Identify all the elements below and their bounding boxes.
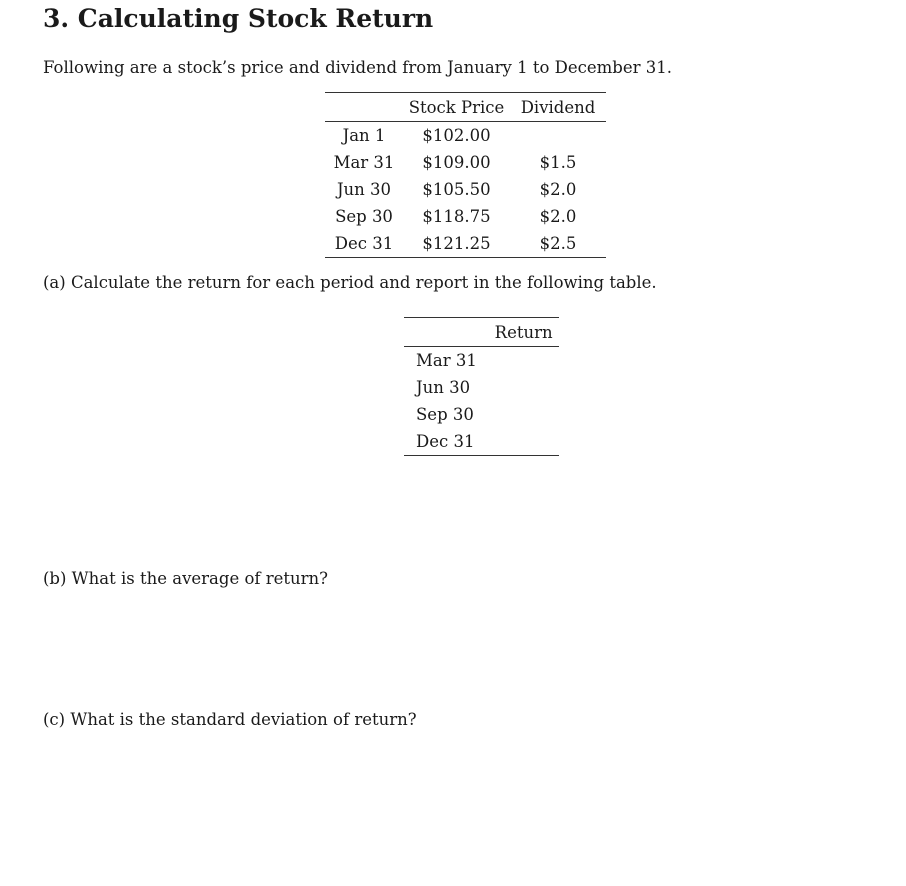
column-header-return: Return	[494, 322, 553, 342]
table-row	[404, 428, 559, 456]
cell-price: $102.00	[422, 126, 491, 145]
table-row	[325, 203, 606, 230]
question-a: (a) Calculate the return for each period and report in the following table.	[43, 273, 657, 292]
cell-price: $109.00	[422, 153, 491, 172]
table-row	[325, 122, 606, 150]
table-header-row	[325, 93, 606, 122]
cell-dividend: $2.0	[539, 180, 577, 199]
cell-date: Jun 30	[336, 180, 392, 199]
cell-date: Dec 31	[416, 432, 475, 451]
table-row	[404, 347, 559, 375]
price-dividend-table	[325, 92, 606, 258]
column-header-dividend: Dividend	[520, 97, 596, 117]
cell-date: Jan 1	[342, 126, 386, 145]
cell-dividend: $1.5	[539, 153, 577, 172]
column-header-date	[325, 93, 403, 122]
cell-dividend	[510, 122, 606, 150]
table-row	[325, 230, 606, 258]
question-b: (b) What is the average of return?	[43, 569, 329, 588]
table-header-row	[404, 318, 559, 347]
page-title: 3. Calculating Stock Return	[43, 4, 434, 33]
cell-price: $118.75	[422, 207, 491, 226]
cell-date: Sep 30	[335, 207, 393, 226]
cell-date: Mar 31	[416, 351, 477, 370]
cell-dividend: $2.5	[539, 234, 577, 253]
column-header-stock-price: Stock Price	[408, 97, 505, 117]
cell-date: Jun 30	[416, 378, 471, 397]
table-row	[404, 374, 559, 401]
return-table	[404, 317, 559, 456]
cell-date: Sep 30	[416, 405, 474, 424]
cell-return	[488, 374, 559, 401]
cell-return	[488, 347, 559, 375]
column-header-date	[404, 318, 488, 347]
cell-price: $121.25	[422, 234, 491, 253]
cell-dividend: $2.0	[539, 207, 577, 226]
table-row	[325, 176, 606, 203]
table-row	[325, 149, 606, 176]
intro-text: Following are a stock’s price and dividend from January 1 to December 31.	[43, 58, 673, 77]
table-row	[404, 401, 559, 428]
cell-return	[488, 428, 559, 456]
cell-return	[488, 401, 559, 428]
cell-date: Dec 31	[334, 234, 394, 253]
question-c: (c) What is the standard deviation of return?	[43, 710, 417, 729]
cell-price: $105.50	[422, 180, 491, 199]
cell-date: Mar 31	[333, 153, 395, 172]
